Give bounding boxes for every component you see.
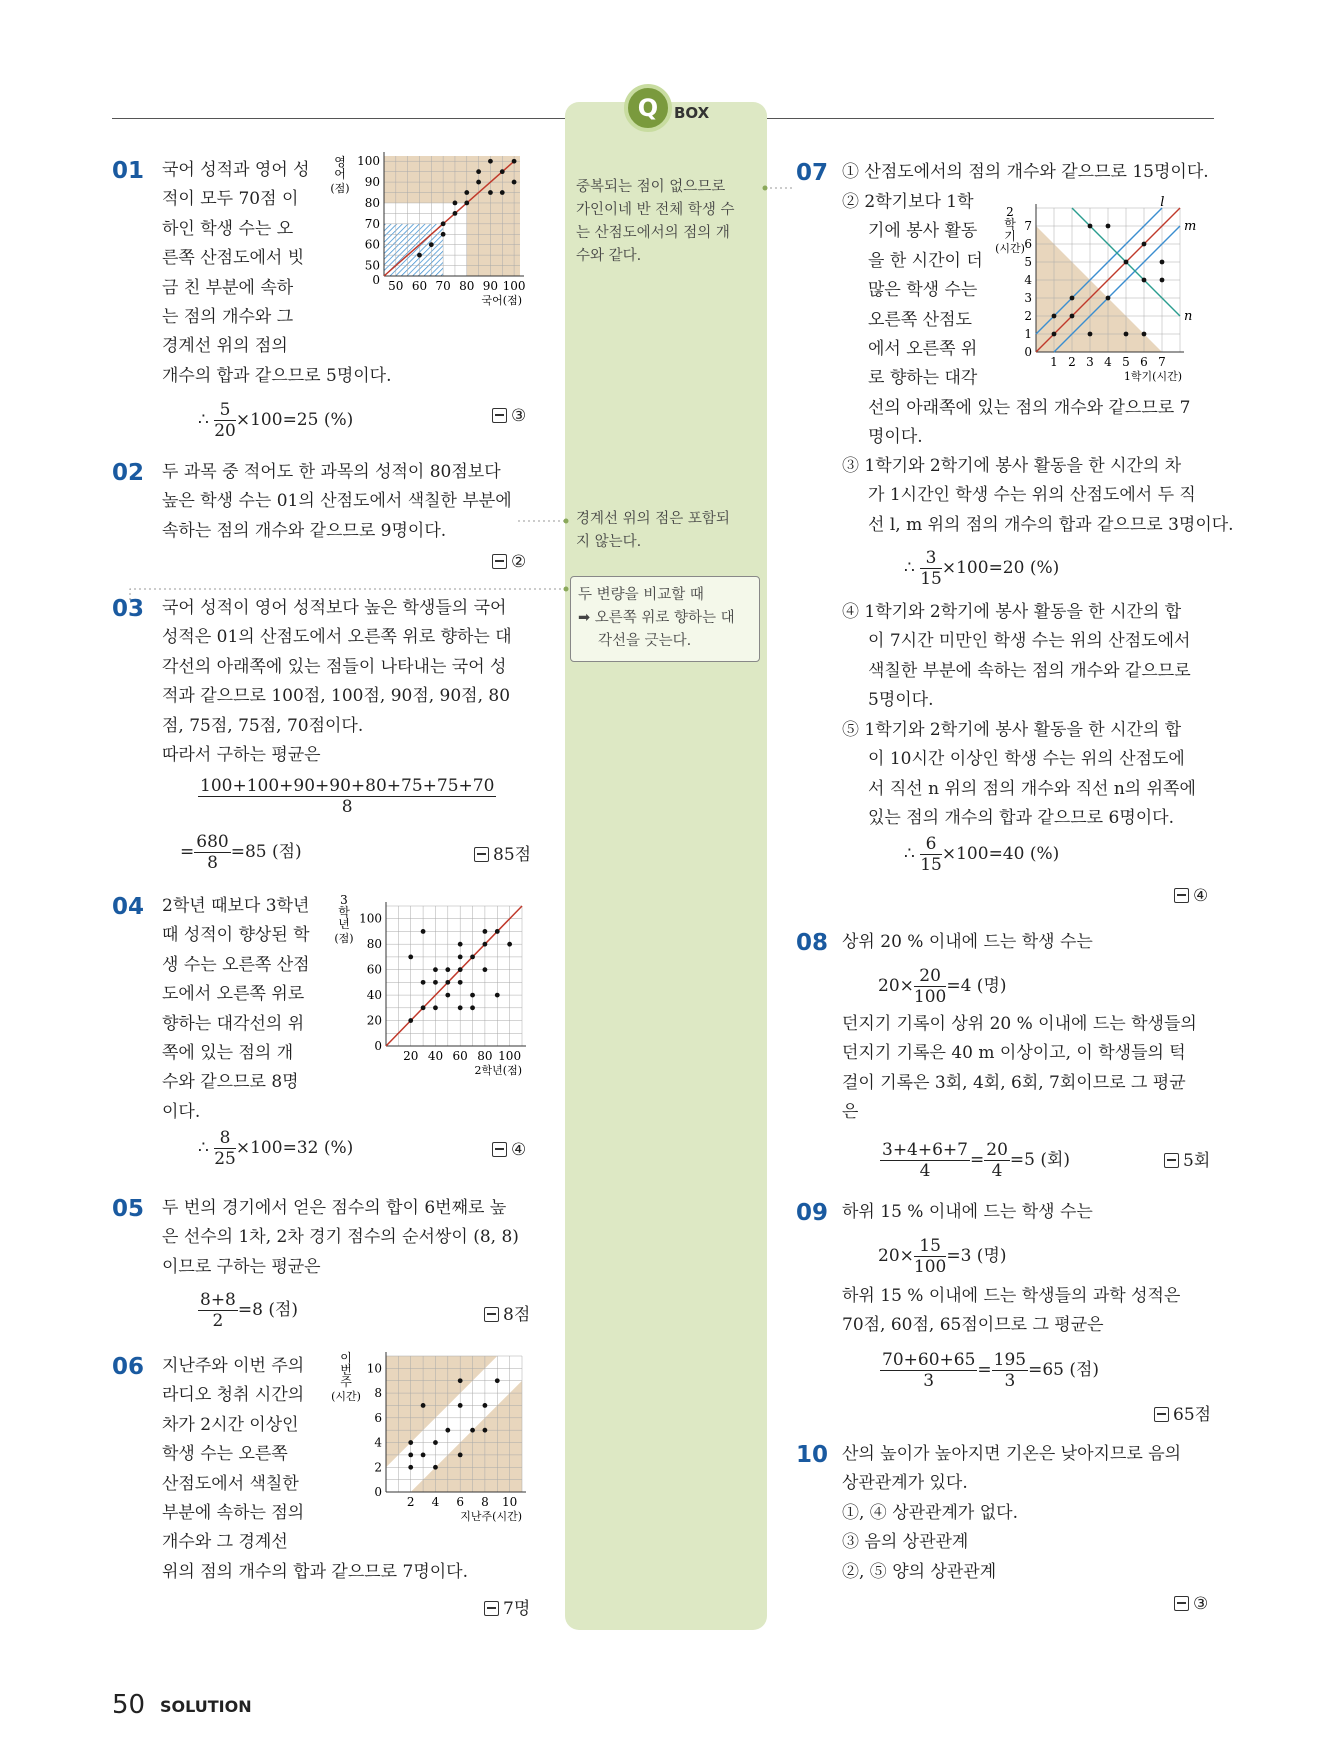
- shaded-region: [384, 156, 520, 203]
- problem-02-answer: ②: [492, 552, 526, 572]
- data-point: [408, 1018, 413, 1023]
- footer-label: SOLUTION: [160, 1697, 252, 1716]
- problem-08-mean: $\frac{3+4+6+7}{4}$ = $\frac{20}{4}$ =5 (회): [882, 1140, 1071, 1181]
- data-point: [470, 993, 475, 998]
- data-point: [495, 1378, 500, 1383]
- qbox-note-1: 중복되는 점이 없으므로 가인이네 반 전체 학생 수 는 산점도에서의 점의 개 수와 같다.: [576, 179, 735, 264]
- data-point: [476, 169, 481, 174]
- y-tick-label: 5: [1024, 255, 1032, 269]
- data-point: [458, 1378, 463, 1383]
- problem-07-calc-3: ∴ $\frac{3}{15}$ ×100=20 (%): [904, 548, 1060, 589]
- answer-icon: [1174, 888, 1189, 903]
- problem-03-frac: $\frac{100+100+90+90+80+75+75+70}{8}$: [200, 776, 495, 817]
- x-tick-label: 5: [1122, 355, 1130, 369]
- data-point: [1070, 296, 1075, 301]
- y-axis-label: 2: [1006, 205, 1014, 219]
- x-tick-label: 100: [502, 279, 526, 293]
- y-tick-label: 60: [364, 237, 380, 252]
- y-tick-label: 2: [374, 1460, 382, 1475]
- y-axis-label: 학: [338, 905, 350, 919]
- data-point: [495, 993, 500, 998]
- x-axis-label: 지난주(시간): [460, 1510, 522, 1523]
- x-tick-label: 70: [435, 279, 451, 293]
- answer-icon: [1174, 1596, 1189, 1611]
- data-point: [483, 967, 488, 972]
- x-tick-label: 40: [427, 1049, 444, 1063]
- y-axis-label: 년: [338, 917, 350, 931]
- y-tick-label: 0: [374, 1485, 382, 1499]
- x-tick-label: 1: [1050, 355, 1058, 369]
- data-point: [458, 1453, 463, 1458]
- x-tick-label: 80: [477, 1049, 493, 1063]
- scatter-chart-01: [330, 154, 544, 346]
- y-axis-label: 이: [340, 1351, 352, 1365]
- problem-08-intro: 상위 20 % 이내에 드는 학생 수는: [842, 932, 1093, 952]
- x-tick-label: 3: [1086, 355, 1094, 369]
- data-point: [512, 180, 517, 185]
- data-point: [445, 1428, 450, 1433]
- problem-06-text: 지난주와 이번 주의 라디오 청취 시간의 차가 2시간 이상인 학생 수는 오른쪽 산점도에서 색칠한 부분에 속하는 점의 개수와 그 경계선 위의 점의 개수의 합과 같으므로 7명이다.: [162, 1356, 468, 1582]
- y-tick-label: 90: [364, 175, 380, 190]
- data-point: [1052, 314, 1057, 319]
- y-tick-label: 0: [374, 1039, 382, 1053]
- problem-09-answer: 65점: [1154, 1400, 1211, 1425]
- problem-number-04: 04: [112, 894, 145, 920]
- y-tick-label: 40: [366, 988, 382, 1003]
- problem-10-answer: ③: [1174, 1594, 1208, 1614]
- problem-01-calc: ∴ $\frac{5}{20}$ ×100=25 (%): [198, 400, 354, 441]
- y-axis-label: 번: [340, 1363, 352, 1377]
- y-axis-label: 학: [1004, 217, 1016, 231]
- y-tick-label: 60: [366, 962, 382, 977]
- data-point: [458, 1005, 463, 1010]
- data-point: [1124, 260, 1129, 265]
- y-axis-label: (점): [330, 182, 350, 195]
- line-label-m: m: [1184, 219, 1197, 234]
- x-tick-label: 10: [501, 1495, 518, 1509]
- data-point: [417, 253, 422, 258]
- data-point: [1106, 296, 1111, 301]
- data-point: [458, 967, 463, 972]
- data-point: [1106, 224, 1111, 229]
- data-point: [445, 980, 450, 985]
- problem-09-text: 하위 15 % 이내에 드는 학생들의 과학 성적은 70점, 60점, 65점이므로 그 평균은: [842, 1286, 1181, 1336]
- answer-icon: [1164, 1153, 1179, 1168]
- data-point: [421, 1403, 426, 1408]
- x-tick-label: 6: [1140, 355, 1148, 369]
- x-axis-label: 2학년(점): [474, 1064, 522, 1077]
- problem-number-01: 01: [112, 158, 145, 184]
- y-tick-label: 0: [1024, 345, 1032, 359]
- line-label-n: n: [1184, 309, 1193, 324]
- data-point: [429, 242, 434, 247]
- answer-icon: [474, 847, 489, 862]
- problem-03-text: 국어 성적이 영어 성적보다 높은 학생들의 국어 성적은 01의 산점도에서 오른쪽 위로 향하는 대 각선의 아래쪽에 있는 점들이 나타내는 국어 성 적과 같으므로 100점, 100점, 90점, 90점, 80 점, 75점, 75점, 70점이다. 따라서 구하는 평균은: [162, 598, 512, 766]
- problem-01-text: 국어 성적과 영어 성 적이 모두 70점 이 하인 학생 수는 오 른쪽 산점도에서 빗 금 친 부분에 속하 는 점의 개수와 그 경계선 위의 점의 개수의 합과 같으므로 5명이다.: [162, 160, 392, 386]
- data-point: [421, 929, 426, 934]
- answer-icon: [492, 408, 507, 423]
- data-point: [408, 1453, 413, 1458]
- shaded-region: [467, 203, 520, 276]
- x-tick-label: 8: [481, 1495, 489, 1509]
- answer-icon: [492, 554, 507, 569]
- y-axis-label: 주: [340, 1375, 352, 1389]
- problem-06-answer: 7명: [484, 1594, 530, 1619]
- problem-02-text: 두 과목 중 적어도 한 과목의 성적이 80점보다 높은 학생 수는 01의 산점도에서 색칠한 부분에 속하는 점의 개수와 같으므로 9명이다.: [162, 462, 512, 541]
- y-tick-label: 6: [374, 1410, 382, 1425]
- y-tick-label: 4: [1024, 273, 1032, 287]
- problem-09-mean: $\frac{70+60+65}{3}$ = $\frac{195}{3}$ =65 (점): [882, 1350, 1100, 1391]
- page-number: 50: [112, 1690, 146, 1720]
- y-tick-label: 7: [1024, 219, 1032, 233]
- answer-icon: [1154, 1407, 1169, 1422]
- problem-number-05: 05: [112, 1196, 145, 1222]
- x-tick-label: 80: [459, 279, 475, 293]
- problem-08-calc: 20× $\frac{20}{100}$ =4 (명): [878, 966, 1007, 1007]
- data-point: [464, 190, 469, 195]
- problem-07-item-4: ④ 1학기와 2학기에 봉사 활동을 한 시간의 합 이 7시간 미만인 학생 수는 위의 산점도에서 색칠한 부분에 속하는 점의 개수와 같으므로 5명이다.: [842, 602, 1191, 711]
- problem-number-03: 03: [112, 596, 145, 622]
- data-point: [483, 1428, 488, 1433]
- data-point: [421, 980, 426, 985]
- x-tick-label: 60: [452, 1049, 468, 1063]
- problem-number-10: 10: [796, 1442, 829, 1468]
- x-tick-label: 100: [498, 1049, 522, 1063]
- data-point: [441, 232, 446, 237]
- problem-05-answer: 8점: [484, 1300, 530, 1325]
- data-point: [408, 1440, 413, 1445]
- scatter-chart-07: [995, 195, 1220, 390]
- data-point: [433, 1440, 438, 1445]
- y-tick-label: 4: [374, 1435, 382, 1450]
- data-point: [458, 1403, 463, 1408]
- data-point: [445, 993, 450, 998]
- data-point: [433, 980, 438, 985]
- y-axis-label: 영: [334, 155, 346, 169]
- data-point: [1088, 332, 1093, 337]
- data-point: [441, 221, 446, 226]
- qbox-note-2: 경계선 위의 점은 포함되 지 않는다.: [576, 511, 730, 550]
- x-tick-label: 4: [1104, 355, 1112, 369]
- data-point: [408, 1465, 413, 1470]
- x-tick-label: 6: [456, 1495, 465, 1509]
- data-point: [1070, 314, 1075, 319]
- data-point: [458, 942, 463, 947]
- data-point: [445, 967, 450, 972]
- problem-04-calc: ∴ $\frac{8}{25}$ ×100=32 (%): [198, 1128, 354, 1169]
- x-tick-label: 7: [1158, 355, 1166, 369]
- y-axis-label: 어: [334, 167, 346, 181]
- data-point: [500, 190, 505, 195]
- problem-07-item-5: ⑤ 1학기와 2학기에 봉사 활동을 한 시간의 합 이 10시간 이상인 학생 수는 위의 산점도에 서 직선 n 위의 점의 개수와 직선 n의 위쪽에 있는 점의 개수의 합과 같으므로 6명이다.: [842, 720, 1196, 829]
- problem-01-answer: ③: [492, 406, 526, 426]
- data-point: [1124, 332, 1129, 337]
- data-point: [500, 169, 505, 174]
- y-tick-label: 3: [1024, 291, 1032, 305]
- problem-10-text: 산의 높이가 높아지면 기온은 낮아지므로 음의 상관관계가 있다. ①, ④ 상관관계가 없다. ③ 음의 상관관계 ②, ⑤ 양의 상관관계: [842, 1444, 1182, 1582]
- problem-number-06: 06: [112, 1354, 145, 1380]
- y-tick-label: 80: [364, 195, 380, 210]
- data-point: [470, 1428, 475, 1433]
- problem-08-text: 던지기 기록이 상위 20 % 이내에 드는 학생들의 던지기 기록은 40 m 이상이고, 이 학생들의 턱 걸이 기록은 3회, 4회, 6회, 7회이므로 그 평균 은: [842, 1014, 1197, 1123]
- data-point: [470, 955, 475, 960]
- qbox-label: BOX: [674, 104, 710, 122]
- y-tick-label: 100: [359, 911, 382, 926]
- problem-07-item-2: ② 2학기보다 1학 기에 봉사 활동 을 한 시간이 더 많은 학생 수는 오른쪽 산점도 에서 오른쪽 위 로 향하는 대각 선의 아래쪽에 있는 점의 개수와 같으므로 7 명이다.: [842, 192, 1191, 448]
- problem-07-calc-5: ∴ $\frac{6}{15}$ ×100=40 (%): [904, 834, 1060, 875]
- data-point: [1160, 260, 1165, 265]
- data-point: [1142, 242, 1147, 247]
- problem-04-answer: ④: [492, 1140, 526, 1160]
- data-point: [512, 159, 517, 164]
- data-point: [464, 201, 469, 206]
- data-point: [470, 1005, 475, 1010]
- data-point: [421, 1005, 426, 1010]
- data-point: [1142, 278, 1147, 283]
- problem-number-02: 02: [112, 460, 145, 486]
- y-tick-label: 70: [364, 216, 380, 231]
- x-axis-label: 1학기(시간): [1123, 370, 1182, 383]
- y-tick-label: 1: [1024, 327, 1032, 341]
- data-point: [453, 201, 458, 206]
- x-tick-label: 4: [431, 1495, 440, 1509]
- problem-08-answer: 5회: [1164, 1146, 1210, 1171]
- data-point: [483, 1403, 488, 1408]
- data-point: [488, 190, 493, 195]
- problem-number-09: 09: [796, 1200, 829, 1226]
- y-tick-label: 100: [357, 154, 380, 169]
- y-tick-label: 80: [366, 937, 382, 952]
- data-point: [1052, 332, 1057, 337]
- data-point: [421, 1453, 426, 1458]
- y-axis-label: 3: [340, 893, 348, 907]
- data-point: [433, 1465, 438, 1470]
- y-axis-label: 기: [1004, 229, 1016, 243]
- answer-icon: [484, 1307, 499, 1322]
- data-point: [488, 159, 493, 164]
- problem-09-intro: 하위 15 % 이내에 드는 학생 수는: [842, 1202, 1093, 1222]
- y-tick-label: 6: [1024, 237, 1032, 251]
- x-axis-label: 국어(점): [481, 294, 522, 307]
- data-point: [433, 967, 438, 972]
- data-point: [453, 211, 458, 216]
- y-tick-label: 2: [1024, 309, 1032, 323]
- data-point: [1160, 278, 1165, 283]
- y-tick-label: 50: [364, 258, 380, 273]
- x-tick-label: 2: [1068, 355, 1076, 369]
- problem-05-text: 두 번의 경기에서 얻은 점수의 합이 6번째로 높 은 선수의 1차, 2차 경기 점수의 순서쌍이 (8, 8) 이므로 구하는 평균은: [162, 1198, 519, 1277]
- data-point: [1142, 332, 1147, 337]
- problem-number-08: 08: [796, 930, 829, 956]
- scatter-chart-06: [331, 1351, 544, 1542]
- line-label-l: l: [1160, 195, 1165, 210]
- problem-09-calc: 20× $\frac{15}{100}$ =3 (명): [878, 1236, 1007, 1277]
- qbox-note-3: 두 변량을 비교할 때 ➡ 오른쪽 위로 향하는 대 각선을 긋는다.: [578, 587, 735, 649]
- data-point: [1088, 224, 1093, 229]
- data-point: [495, 929, 500, 934]
- problem-number-07: 07: [796, 160, 829, 186]
- y-axis-label: (점): [334, 932, 354, 945]
- y-axis-label: (시간): [331, 1390, 361, 1403]
- problem-07-answer: ④: [1174, 886, 1208, 906]
- answer-icon: [492, 1142, 507, 1157]
- scatter-chart-04: [334, 894, 544, 1084]
- data-point: [458, 980, 463, 985]
- y-tick-label: 20: [366, 1013, 382, 1028]
- x-tick-label: 20: [403, 1049, 419, 1063]
- y-tick-label: 10: [366, 1361, 382, 1376]
- x-tick-label: 2: [406, 1495, 415, 1509]
- data-point: [507, 942, 512, 947]
- problem-03-answer: 85점: [474, 840, 531, 865]
- answer-icon: [484, 1601, 499, 1616]
- qbox-icon: Q: [624, 84, 672, 132]
- problem-05-calc: $\frac{8+8}{2}$ =8 (점): [200, 1290, 299, 1331]
- x-tick-label: 90: [482, 279, 499, 293]
- data-point: [458, 955, 463, 960]
- y-tick-label: 8: [374, 1386, 382, 1401]
- problem-07-item-3: ③ 1학기와 2학기에 봉사 활동을 한 시간의 차 가 1시간인 학생 수는 위의 산점도에서 두 직 선 l, m 위의 점의 개수의 합과 같으므로 3명이다.: [842, 456, 1234, 535]
- x-tick-label: 50: [388, 279, 404, 293]
- data-point: [483, 942, 488, 947]
- y-axis-label: (시간): [995, 242, 1025, 255]
- problem-07-item-1: ① 산점도에서의 점의 개수와 같으므로 15명이다.: [842, 162, 1209, 182]
- data-point: [483, 929, 488, 934]
- data-point: [433, 1005, 438, 1010]
- data-point: [476, 180, 481, 185]
- problem-03-eq: = $\frac{680}{8}$ =85 (점): [180, 832, 302, 873]
- y-tick-label: 0: [372, 273, 380, 287]
- x-tick-label: 60: [411, 279, 428, 293]
- problem-04-text: 2학년 때보다 3학년 때 성적이 향상된 학 생 수는 오른쪽 산점 도에서 오른쪽 위로 향하는 대각선의 위 쪽에 있는 점의 개 수와 같으므로 8명 이다.: [162, 896, 310, 1122]
- data-point: [408, 955, 413, 960]
